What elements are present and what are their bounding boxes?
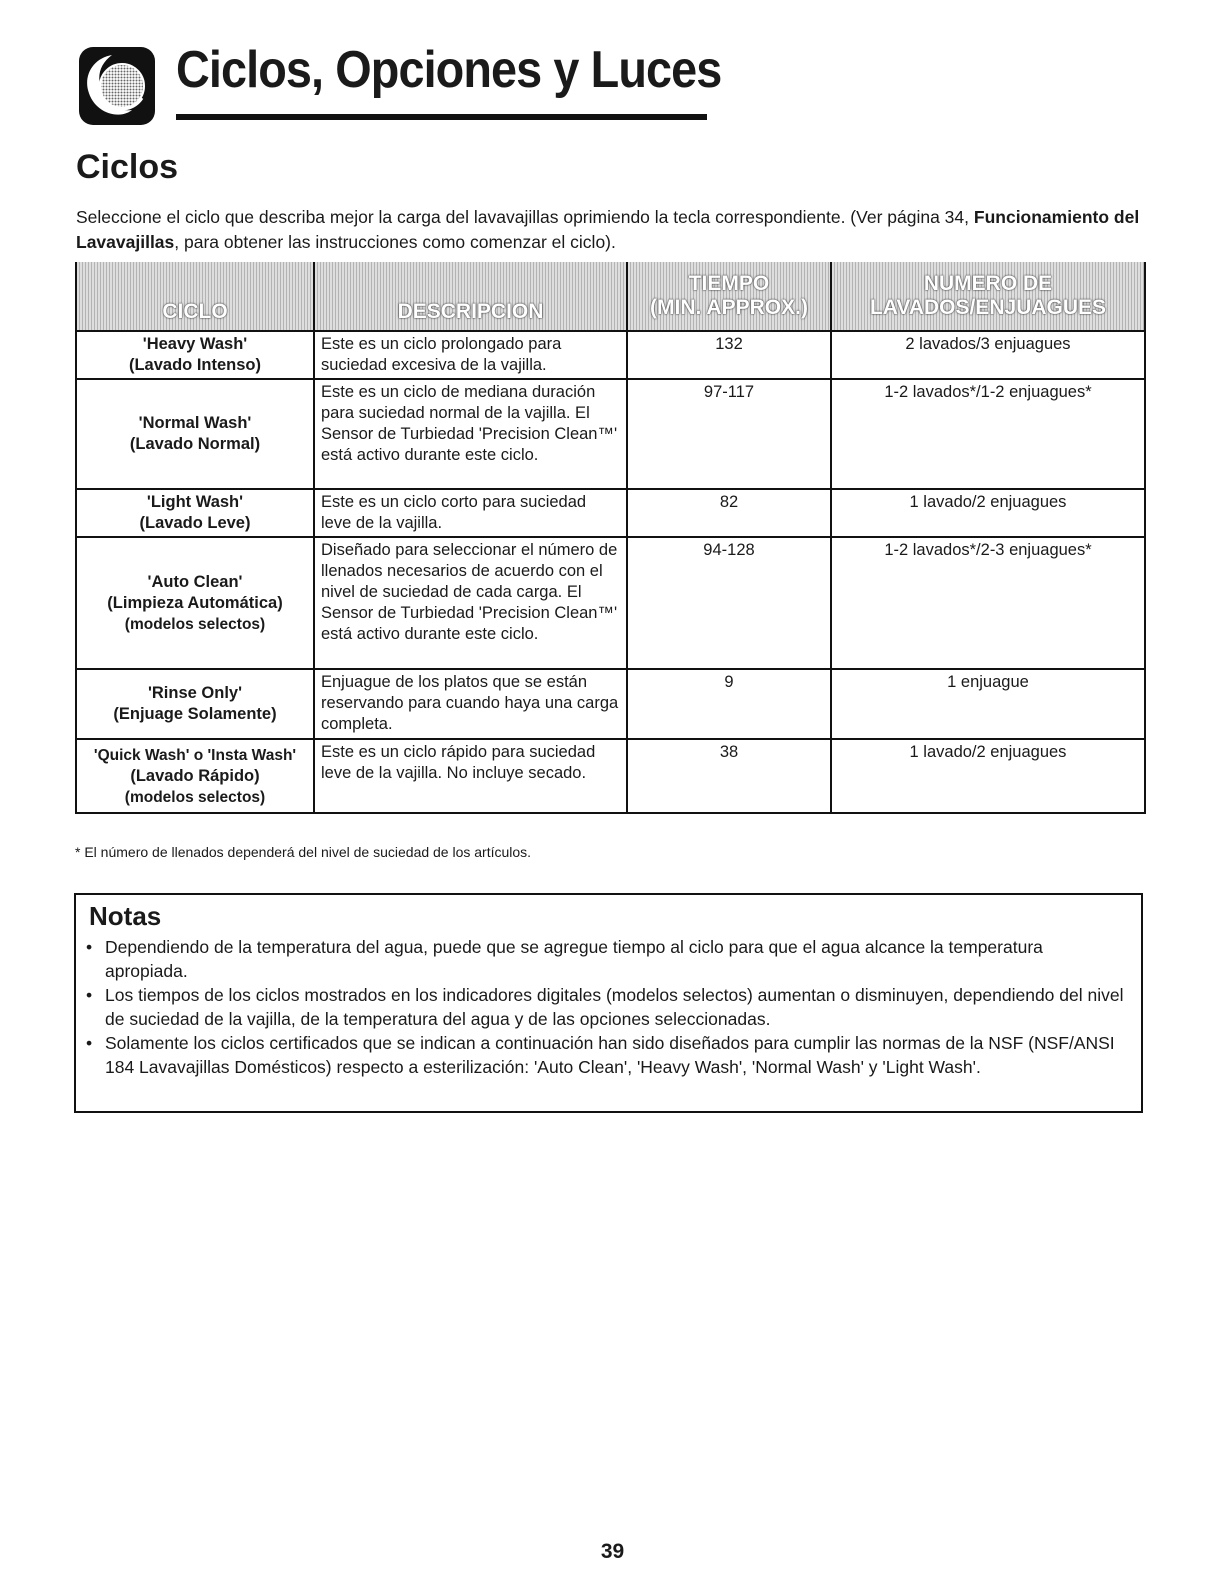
list-item [84, 1031, 1124, 1079]
time-cell: 132 [627, 331, 831, 379]
intro-bold-link-text: Funcionamiento del Lavavajillas [76, 207, 1140, 252]
header-cycle: CICLO [76, 262, 314, 331]
bullet-icon: • [86, 1033, 93, 1053]
intro-tail: , para obtener las instrucciones como comenzar el ciclo). [174, 232, 616, 252]
intro-paragraph [76, 205, 1156, 255]
footnote: * El número de llenados dependerá del nivel de suciedad de los artículos. [75, 844, 532, 860]
fills-cell: 1 lavado/2 enjuagues [831, 739, 1145, 813]
cycle-alt-name: (Lavado Leve) [139, 514, 251, 532]
cycle-name: 'Heavy Wash' [142, 335, 248, 353]
fills-cell: 1 lavado/2 enjuagues [831, 489, 1145, 537]
fills-cell: 1 enjuague [831, 669, 1145, 739]
notes-box [74, 893, 1143, 1113]
cycle-alt-name: (Lavado Rápido) [130, 766, 260, 785]
table-header-row [76, 262, 1145, 331]
time-cell: 94-128 [627, 537, 831, 669]
note-text: Los tiempos de los ciclos mostrados en los indicadores digitales (modelos selectos) aumentan o disminuyen, dependiendo del nivel de suciedad de la vajilla, de la temperatura del agua y de las opciones seleccionadas. [105, 985, 1124, 1029]
cycles-table [75, 262, 1146, 814]
note-text: Dependiendo de la temperatura del agua, puede que se agregue tiempo al ciclo para que el agua alcance la temperatura apropiada. [105, 937, 1043, 981]
header-time [627, 262, 831, 331]
cycle-note: (modelos selectos) [124, 788, 266, 806]
table-row [76, 739, 1145, 813]
section-heading: Ciclos [76, 148, 179, 186]
cycle-name: 'Quick Wash' o 'Insta Wash' [93, 746, 297, 764]
cycle-cell [76, 669, 314, 739]
title-underline [176, 114, 707, 120]
cycle-name: 'Normal Wash' [138, 414, 252, 432]
list-item [84, 983, 1124, 1031]
cycle-cell [76, 489, 314, 537]
notes-title: Notas [89, 901, 162, 931]
table-row [76, 489, 1145, 537]
cycle-alt-name: (Limpieza Automática) [107, 593, 283, 612]
bullet-icon: • [86, 937, 93, 957]
header-description: DESCRIPCION [314, 262, 627, 331]
description-cell: Este es un ciclo de mediana duración para suciedad normal de la vajilla. El Sensor de Turbiedad 'Precision Clean™' está activo durante este ciclo. [314, 379, 627, 489]
table-row [76, 537, 1145, 669]
description-cell: Este es un ciclo prolongado para suciedad excesiva de la vajilla. [314, 331, 627, 379]
time-cell: 38 [627, 739, 831, 813]
page-title: Ciclos, Opciones y Luces [176, 41, 722, 99]
description-cell: Este es un ciclo rápido para suciedad leve de la vajilla. No incluye secado. [314, 739, 627, 813]
cycle-cell [76, 331, 314, 379]
list-item [84, 935, 1124, 983]
description-cell: Enjuague de los platos que se están reservando para cuando haya una carga completa. [314, 669, 627, 739]
page-header [78, 38, 722, 128]
cycle-cell [76, 379, 314, 489]
time-cell: 82 [627, 489, 831, 537]
table-row [76, 379, 1145, 489]
cycle-alt-name: (Enjuage Solamente) [113, 705, 277, 723]
header-time-line2: (MIN. APPROX.) [650, 296, 808, 319]
cycle-alt-name: (Lavado Normal) [129, 435, 261, 453]
note-text: Solamente los ciclos certificados que se indican a continuación han sido diseñados para cumplir las normas de la NSF (NSF/ANSI 184 Lavavajillas Domésticos) respecto a esterilización: 'Auto Clean', 'Heavy Wash', 'Normal Wash' y 'Light Wash'. [105, 1033, 1115, 1077]
fills-cell: 1-2 lavados*/1-2 enjuagues* [831, 379, 1145, 489]
page-number: 39 [600, 1540, 625, 1563]
cycle-alt-name: (Lavado Intenso) [128, 356, 261, 374]
header-fills [831, 262, 1145, 331]
fills-cell: 2 lavados/3 enjuagues [831, 331, 1145, 379]
time-cell: 9 [627, 669, 831, 739]
notes-list [84, 935, 1124, 1079]
dishwasher-spray-icon [78, 46, 156, 126]
intro-text: Seleccione el ciclo que describa mejor la carga del lavavajillas oprimiendo la tecla correspondiente. (Ver página 34, [76, 207, 970, 227]
cycle-note: (modelos selectos) [124, 615, 266, 633]
table-row [76, 331, 1145, 379]
table-row [76, 669, 1145, 739]
cycle-cell [76, 537, 314, 669]
cycle-name: 'Auto Clean' [147, 572, 243, 591]
cycle-name: 'Light Wash' [146, 493, 244, 511]
cycle-cell [76, 739, 314, 813]
fills-cell: 1-2 lavados*/2-3 enjuagues* [831, 537, 1145, 669]
bullet-icon: • [86, 985, 93, 1005]
description-cell: Este es un ciclo corto para suciedad leve de la vajilla. [314, 489, 627, 537]
header-fills-line1: NUMERO DE [923, 272, 1053, 295]
description-cell: Diseñado para seleccionar el número de llenados necesarios de acuerdo con el nivel de suciedad de cada carga. El Sensor de Turbiedad 'Precision Clean™' está activo durante este ciclo. [314, 537, 627, 669]
header-fills-line2: LAVADOS/ENJUAGUES [869, 296, 1107, 319]
header-time-line1: TIEMPO [688, 272, 770, 295]
cycle-name: 'Rinse Only' [147, 684, 243, 702]
time-cell: 97-117 [627, 379, 831, 489]
